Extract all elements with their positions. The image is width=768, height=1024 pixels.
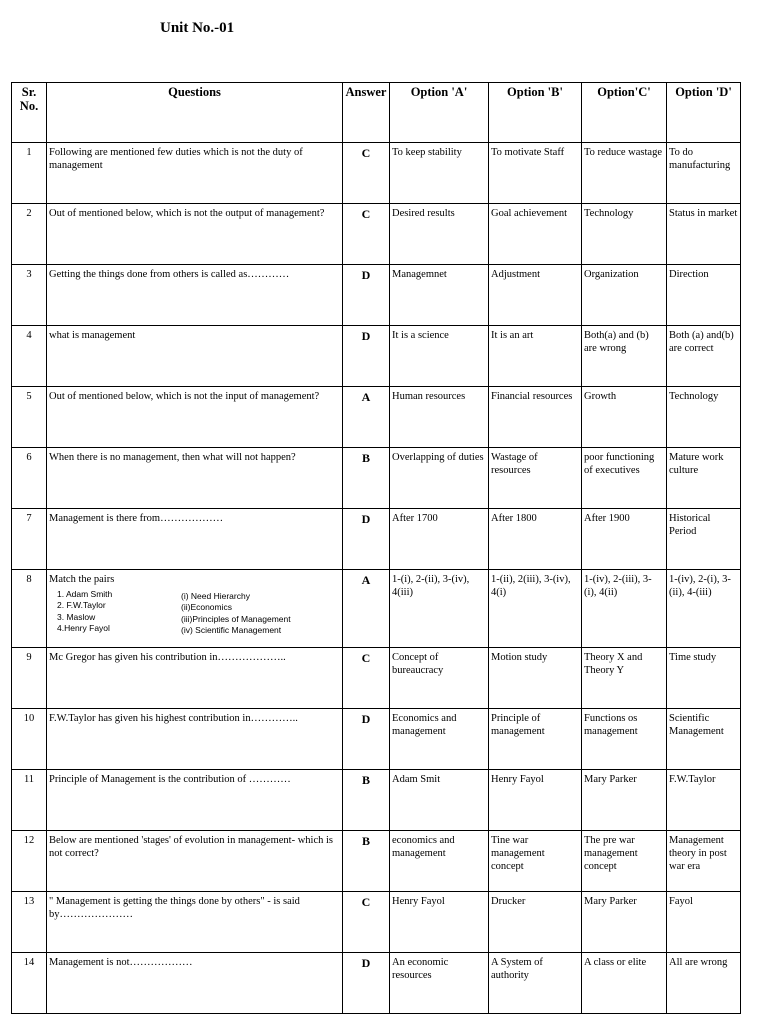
- option-a: 1-(i), 2-(ii), 3-(iv), 4(iii): [390, 570, 489, 648]
- unit-title: Unit No.-01: [160, 20, 235, 36]
- question-text: Following are mentioned few duties which is not the duty of management: [47, 143, 343, 204]
- option-c: Mary Parker: [582, 770, 667, 831]
- option-a: Adam Smit: [390, 770, 489, 831]
- option-d: To do manufacturing: [667, 143, 741, 204]
- option-b: Adjustment: [489, 265, 582, 326]
- question-text: Getting the things done from others is called as…………: [47, 265, 343, 326]
- option-c: After 1900: [582, 509, 667, 570]
- option-b: To motivate Staff: [489, 143, 582, 204]
- question-text: Management is not………………: [47, 953, 343, 1014]
- answer-letter: D: [343, 709, 390, 770]
- option-a: To keep stability: [390, 143, 489, 204]
- option-a: economics and management: [390, 831, 489, 892]
- match-left-item: 1. Adam Smith: [57, 589, 113, 600]
- option-d: Mature work culture: [667, 448, 741, 509]
- option-a: Overlapping of duties: [390, 448, 489, 509]
- mcq-table: [11, 82, 741, 1014]
- option-d: Direction: [667, 265, 741, 326]
- table-row: [12, 892, 741, 953]
- option-a: Concept of bureaucracy: [390, 648, 489, 709]
- question-text: Principle of Management is the contribution of …………: [47, 770, 343, 831]
- col-header-sr: Sr. No.: [12, 83, 47, 143]
- option-c: Theory X and Theory Y: [582, 648, 667, 709]
- table-row: [12, 953, 741, 1014]
- option-b: Henry Fayol: [489, 770, 582, 831]
- sr-no: 2: [12, 204, 47, 265]
- question-text: Management is there from………………: [47, 509, 343, 570]
- option-c: Functions os management: [582, 709, 667, 770]
- option-b: Drucker: [489, 892, 582, 953]
- match-pairs: [49, 589, 340, 635]
- option-b: Wastage of resources: [489, 448, 582, 509]
- option-d: Status in market: [667, 204, 741, 265]
- option-b: It is an art: [489, 326, 582, 387]
- question-text: what is management: [47, 326, 343, 387]
- sr-no: 6: [12, 448, 47, 509]
- table-row: [12, 770, 741, 831]
- option-a: Desired results: [390, 204, 489, 265]
- sr-no: 14: [12, 953, 47, 1014]
- option-c: Growth: [582, 387, 667, 448]
- option-b: Goal achievement: [489, 204, 582, 265]
- option-b: After 1800: [489, 509, 582, 570]
- question-cell: [47, 570, 343, 648]
- sr-no: 7: [12, 509, 47, 570]
- option-b: 1-(ii), 2(iii), 3-(iv), 4(i): [489, 570, 582, 648]
- option-a: After 1700: [390, 509, 489, 570]
- option-a: Human resources: [390, 387, 489, 448]
- option-b: Principle of management: [489, 709, 582, 770]
- option-d: F.W.Taylor: [667, 770, 741, 831]
- option-c: Both(a) and (b) are wrong: [582, 326, 667, 387]
- option-c: To reduce wastage: [582, 143, 667, 204]
- answer-letter: B: [343, 448, 390, 509]
- option-a: Henry Fayol: [390, 892, 489, 953]
- answer-letter: C: [343, 204, 390, 265]
- table-row: [12, 648, 741, 709]
- question-text: Out of mentioned below, which is not the output of management?: [47, 204, 343, 265]
- table-header-row: [12, 83, 741, 143]
- match-right-item: (ii)Economics: [181, 602, 233, 613]
- match-right-column: [181, 591, 341, 636]
- option-d: Both (a) and(b) are correct: [667, 326, 741, 387]
- sr-no: 3: [12, 265, 47, 326]
- sr-no: 4: [12, 326, 47, 387]
- option-a: It is a science: [390, 326, 489, 387]
- match-left-item: 2. F.W.Taylor: [57, 600, 106, 611]
- sr-no: 12: [12, 831, 47, 892]
- answer-letter: B: [343, 831, 390, 892]
- table-row: [12, 204, 741, 265]
- match-right-item: (iii)Principles of Management: [181, 613, 291, 624]
- table-row: [12, 831, 741, 892]
- option-c: Technology: [582, 204, 667, 265]
- sr-no: 13: [12, 892, 47, 953]
- option-b: Financial resources: [489, 387, 582, 448]
- match-left-column: [57, 589, 177, 634]
- answer-letter: D: [343, 509, 390, 570]
- option-b: Motion study: [489, 648, 582, 709]
- option-b: Tine war management concept: [489, 831, 582, 892]
- table-row: [12, 509, 741, 570]
- option-c: Mary Parker: [582, 892, 667, 953]
- question-text: " Management is getting the things done by others" - is said by…………………: [47, 892, 343, 953]
- answer-letter: A: [343, 387, 390, 448]
- table-row: [12, 387, 741, 448]
- question-text: Mc Gregor has given his contribution in………………..: [47, 648, 343, 709]
- col-header-option-b: Option 'B': [489, 83, 582, 143]
- question-text: Below are mentioned 'stages' of evolution in management- which is not correct?: [47, 831, 343, 892]
- option-c: The pre war management concept: [582, 831, 667, 892]
- match-left-item: 4.Henry Fayol: [57, 622, 110, 633]
- col-header-option-d: Option 'D': [667, 83, 741, 143]
- answer-letter: D: [343, 265, 390, 326]
- col-header-questions: Questions: [47, 83, 343, 143]
- table-row: [12, 143, 741, 204]
- col-header-option-c: Option'C': [582, 83, 667, 143]
- question-text: When there is no management, then what will not happen?: [47, 448, 343, 509]
- match-right-item: (iv) Scientific Management: [181, 624, 282, 635]
- answer-letter: C: [343, 143, 390, 204]
- sr-no: 11: [12, 770, 47, 831]
- option-d: Management theory in post war era: [667, 831, 741, 892]
- sr-no: 10: [12, 709, 47, 770]
- option-d: Historical Period: [667, 509, 741, 570]
- sr-no: 1: [12, 143, 47, 204]
- option-b: A System of authority: [489, 953, 582, 1014]
- answer-letter: D: [343, 953, 390, 1014]
- table-row: [12, 448, 741, 509]
- option-c: 1-(iv), 2-(iii), 3-(i), 4(ii): [582, 570, 667, 648]
- col-header-answer: Answer: [343, 83, 390, 143]
- answer-letter: D: [343, 326, 390, 387]
- question-text: Match the pairs: [49, 574, 115, 585]
- match-left-item: 3. Maslow: [57, 611, 96, 622]
- option-d: All are wrong: [667, 953, 741, 1014]
- option-c: poor functioning of executives: [582, 448, 667, 509]
- table-row: [12, 709, 741, 770]
- answer-letter: A: [343, 570, 390, 648]
- option-d: Fayol: [667, 892, 741, 953]
- table-row: [12, 570, 741, 648]
- answer-letter: B: [343, 770, 390, 831]
- match-right-item: (i) Need Hierarchy: [181, 591, 250, 602]
- option-a: Economics and management: [390, 709, 489, 770]
- question-text: Out of mentioned below, which is not the input of management?: [47, 387, 343, 448]
- answer-letter: C: [343, 892, 390, 953]
- col-header-option-a: Option 'A': [390, 83, 489, 143]
- option-d: 1-(iv), 2-(i), 3-(ii), 4-(iii): [667, 570, 741, 648]
- sr-no: 8: [12, 570, 47, 648]
- sr-no: 5: [12, 387, 47, 448]
- option-d: Time study: [667, 648, 741, 709]
- answer-letter: C: [343, 648, 390, 709]
- option-a: Managemnet: [390, 265, 489, 326]
- option-a: An economic resources: [390, 953, 489, 1014]
- option-d: Technology: [667, 387, 741, 448]
- question-text: F.W.Taylor has given his highest contribution in…………..: [47, 709, 343, 770]
- sr-no: 9: [12, 648, 47, 709]
- option-c: Organization: [582, 265, 667, 326]
- option-c: A class or elite: [582, 953, 667, 1014]
- table-row: [12, 326, 741, 387]
- table-row: [12, 265, 741, 326]
- option-d: Scientific Management: [667, 709, 741, 770]
